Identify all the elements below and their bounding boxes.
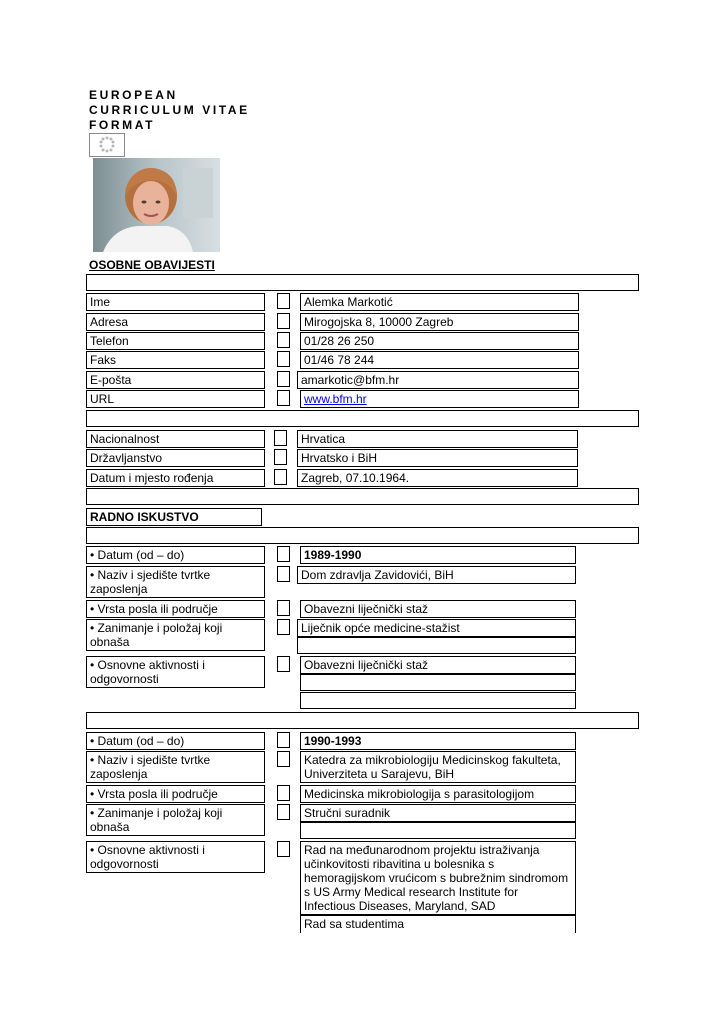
url-link[interactable]: www.bfm.hr: [304, 392, 367, 406]
value-position: Liječnik opće medicine-stažist: [297, 619, 576, 637]
empty-cell: [300, 674, 576, 691]
section-title-work: RADNO ISKUSTVO: [86, 508, 262, 526]
spacer-box: [274, 449, 287, 465]
value-fax: 01/46 78 244: [300, 351, 579, 369]
spacer-box: [277, 804, 290, 820]
spacer-box: [277, 600, 290, 616]
value-name: Alemka Markotić: [300, 293, 579, 311]
spacer-box: [277, 785, 290, 801]
label-field: • Vrsta posla ili područje: [86, 600, 265, 618]
cv-title-line-2: CURRICULUM VITAE: [89, 103, 250, 117]
empty-cell: [300, 692, 576, 709]
value-employer: Dom zdravlja Zavidovići, BiH: [297, 566, 576, 584]
value-position: Stručni suradnik: [300, 804, 576, 822]
label-dates: • Datum (od – do): [86, 546, 265, 564]
value-citizenship: Hrvatsko i BiH: [297, 449, 578, 467]
spacer-box: [277, 751, 290, 767]
section-divider: [86, 410, 639, 427]
value-dates: 1990-1993: [300, 732, 576, 750]
value-duties: Rad na međunarodnom projektu istraživanja učinkovitosti ribavitina u bolesnika s hemoragijskom vrućicom s bubrežnim sindromom s US Army Medical research Institute for Infectious Diseases, Maryland, SAD: [300, 841, 576, 915]
section-title-personal: OSOBNE OBAVIJESTI: [89, 258, 215, 272]
label-position: • Zanimanje i položaj koji obnaša: [86, 619, 265, 651]
value-field: Obavezni liječnički staž: [300, 600, 576, 618]
spacer-box: [277, 841, 290, 857]
spacer-box: [277, 293, 290, 309]
label-position: • Zanimanje i položaj koji obnaša: [86, 804, 265, 836]
spacer-box: [274, 430, 287, 446]
value-dates: 1989-1990: [300, 546, 576, 564]
label-url: URL: [86, 390, 265, 408]
empty-cell: [297, 637, 576, 654]
label-email: E-pošta: [86, 371, 265, 389]
spacer-box: [277, 656, 290, 672]
value-birth: Zagreb, 07.10.1964.: [297, 469, 578, 487]
label-employer: • Naziv i sjedište tvrtke zaposlenja: [86, 751, 265, 783]
label-nationality: Nacionalnost: [86, 430, 265, 448]
value-field: Medicinska mikrobiologija s parasitologijom: [300, 785, 576, 803]
label-duties: • Osnovne aktivnosti i odgovornosti: [86, 841, 265, 873]
spacer-box: [277, 619, 290, 635]
value-employer: Katedra za mikrobiologiju Medicinskog fakulteta, Univerziteta u Sarajevu, BiH: [300, 751, 576, 783]
spacer-box: [277, 313, 290, 329]
section-divider: [86, 527, 639, 544]
label-citizenship: Državljanstvo: [86, 449, 265, 467]
spacer-box: [277, 390, 290, 406]
value-duties-2: Rad sa studentima: [300, 915, 576, 933]
section-divider: [86, 712, 639, 729]
label-name: Ime: [86, 293, 265, 311]
spacer-box: [277, 732, 290, 748]
value-address: Mirogojska 8, 10000 Zagreb: [300, 313, 579, 331]
label-phone: Telefon: [86, 332, 265, 350]
label-employer: • Naziv i sjedište tvrtke zaposlenja: [86, 566, 265, 598]
eu-flag-icon: [89, 133, 125, 157]
section-divider: [86, 488, 639, 505]
empty-cell: [300, 822, 576, 839]
spacer-box: [277, 546, 290, 562]
label-dates: • Datum (od – do): [86, 732, 265, 750]
value-phone: 01/28 26 250: [300, 332, 579, 350]
section-divider: [86, 274, 639, 291]
profile-photo: [93, 158, 220, 252]
spacer-box: [277, 351, 290, 367]
spacer-box: [274, 469, 287, 485]
value-duties: Obavezni liječnički staž: [300, 656, 576, 674]
cv-title-line-3: FORMAT: [89, 118, 156, 132]
label-address: Adresa: [86, 313, 265, 331]
label-fax: Faks: [86, 351, 265, 369]
spacer-box: [277, 332, 290, 348]
spacer-box: [277, 566, 290, 582]
label-birth: Datum i mjesto rođenja: [86, 469, 265, 487]
cv-title-line-1: EUROPEAN: [89, 88, 178, 102]
label-duties: • Osnovne aktivnosti i odgovornosti: [86, 656, 265, 688]
label-field: • Vrsta posla ili područje: [86, 785, 265, 803]
value-nationality: Hrvatica: [297, 430, 578, 448]
value-url: [300, 390, 579, 408]
spacer-box: [277, 371, 290, 387]
value-email[interactable]: amarkotic@bfm.hr: [297, 371, 579, 389]
